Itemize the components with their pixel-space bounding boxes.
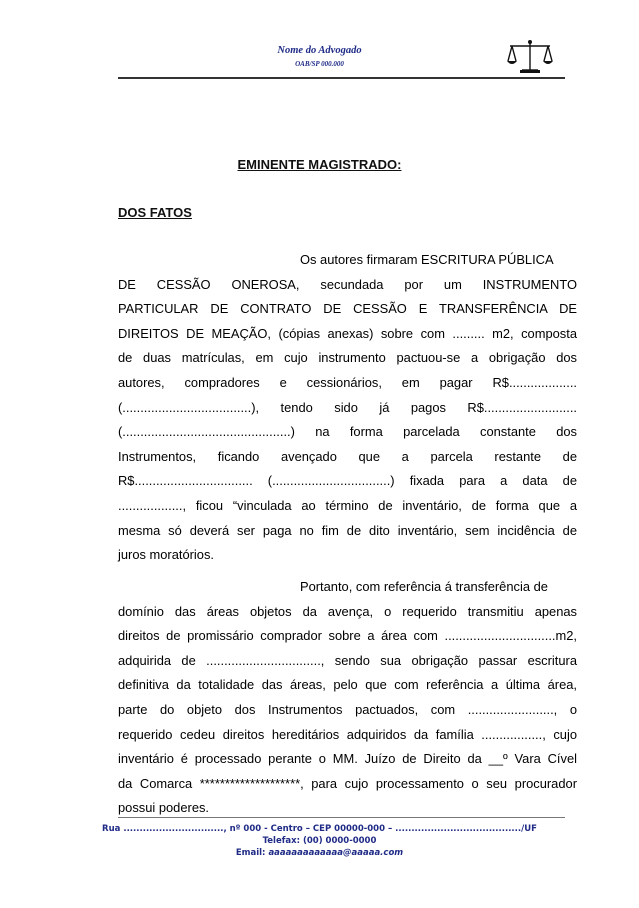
paragraph-line: R$................................. (.................................) fixada para a data de: [118, 473, 577, 489]
paragraph-facts: [118, 248, 577, 568]
paragraph-line: DIREITOS DE MEAÇÃO, (cópias anexas) sobre com ......... m2, composta: [118, 325, 577, 341]
section-title: DOS FATOS: [118, 205, 192, 220]
salutation-heading: EMINENTE MAGISTRADO:: [237, 157, 402, 172]
header-divider: [118, 77, 565, 79]
paragraph-line: PARTICULAR DE CONTRATO DE CESSÃO E TRANSFERÊNCIA DE: [118, 301, 577, 317]
paragraph-line: requerido cedeu direitos hereditários adquiridos da família ................., cujo: [118, 726, 577, 742]
paragraph-transfer: [118, 575, 577, 821]
paragraph-line: direitos de promissário comprador sobre a área com ...............................m2,: [118, 628, 577, 644]
paragraph-line: domínio das áreas objetos da avença, o requerido transmitiu apenas: [118, 603, 577, 619]
paragraph-line: parte do objeto dos Instrumentos pactuados, com ........................, o: [118, 701, 577, 717]
footer-email[interactable]: aaaaaaaaaaaaa@aaaaa.com: [268, 848, 404, 858]
paragraph-line: definitiva da totalidade das áreas, pelo que com referência a última área,: [118, 677, 577, 693]
paragraph-line: juros moratórios.: [118, 547, 214, 563]
paragraph-line: autores, compradores e cessionários, em pagar R$...................: [118, 374, 577, 390]
paragraph-line: inventário é processado perante o MM. Juízo de Direito da __º Vara Cível: [118, 751, 577, 767]
footer-email-line: [0, 848, 639, 858]
paragraph-line: possui poderes.: [118, 800, 210, 816]
paragraph-line: Instrumentos, ficando avençado que a parcela restante de: [118, 448, 577, 464]
paragraph-line: (...............................................) na forma parcelada constante dos: [118, 424, 577, 440]
paragraph-line: Portanto, com referência á transferência de: [300, 579, 548, 594]
paragraph-line: mesma só deverá ser paga no fim de dito inventário, sem incidência de: [118, 522, 577, 538]
paragraph-line: .................., ficou “vinculada ao término de inventário, de forma que a: [118, 497, 577, 513]
oab-number: OAB/SP 000.000: [295, 60, 344, 68]
paragraph-line: (....................................), tendo sido já pagos R$..........................: [118, 399, 577, 415]
lawyer-name: Nome do Advogado: [277, 45, 362, 56]
paragraph-line: da Comarca ********************, para cujo processamento o seu procurador: [118, 775, 577, 791]
footer-divider: [118, 817, 565, 818]
footer-address: Rua ..............................., nº 000 - Centro – CEP 00000-000 – ......................................./UF: [102, 824, 537, 834]
paragraph-line: de duas matrículas, em cujo instrumento pactuou-se a obrigação dos: [118, 350, 577, 366]
paragraph-line: Os autores firmaram ESCRITURA PÚBLICA: [300, 252, 554, 267]
scales-of-justice-icon: [506, 39, 554, 80]
footer-phone: Telefax: (00) 0000-0000: [262, 836, 377, 846]
paragraph-line: DE CESSÃO ONEROSA, secundada por um INSTRUMENTO: [118, 276, 577, 292]
footer-email-label: Email:: [235, 848, 266, 858]
paragraph-line: adquirida de ................................, sendo sua obrigação passar escritura: [118, 652, 577, 668]
